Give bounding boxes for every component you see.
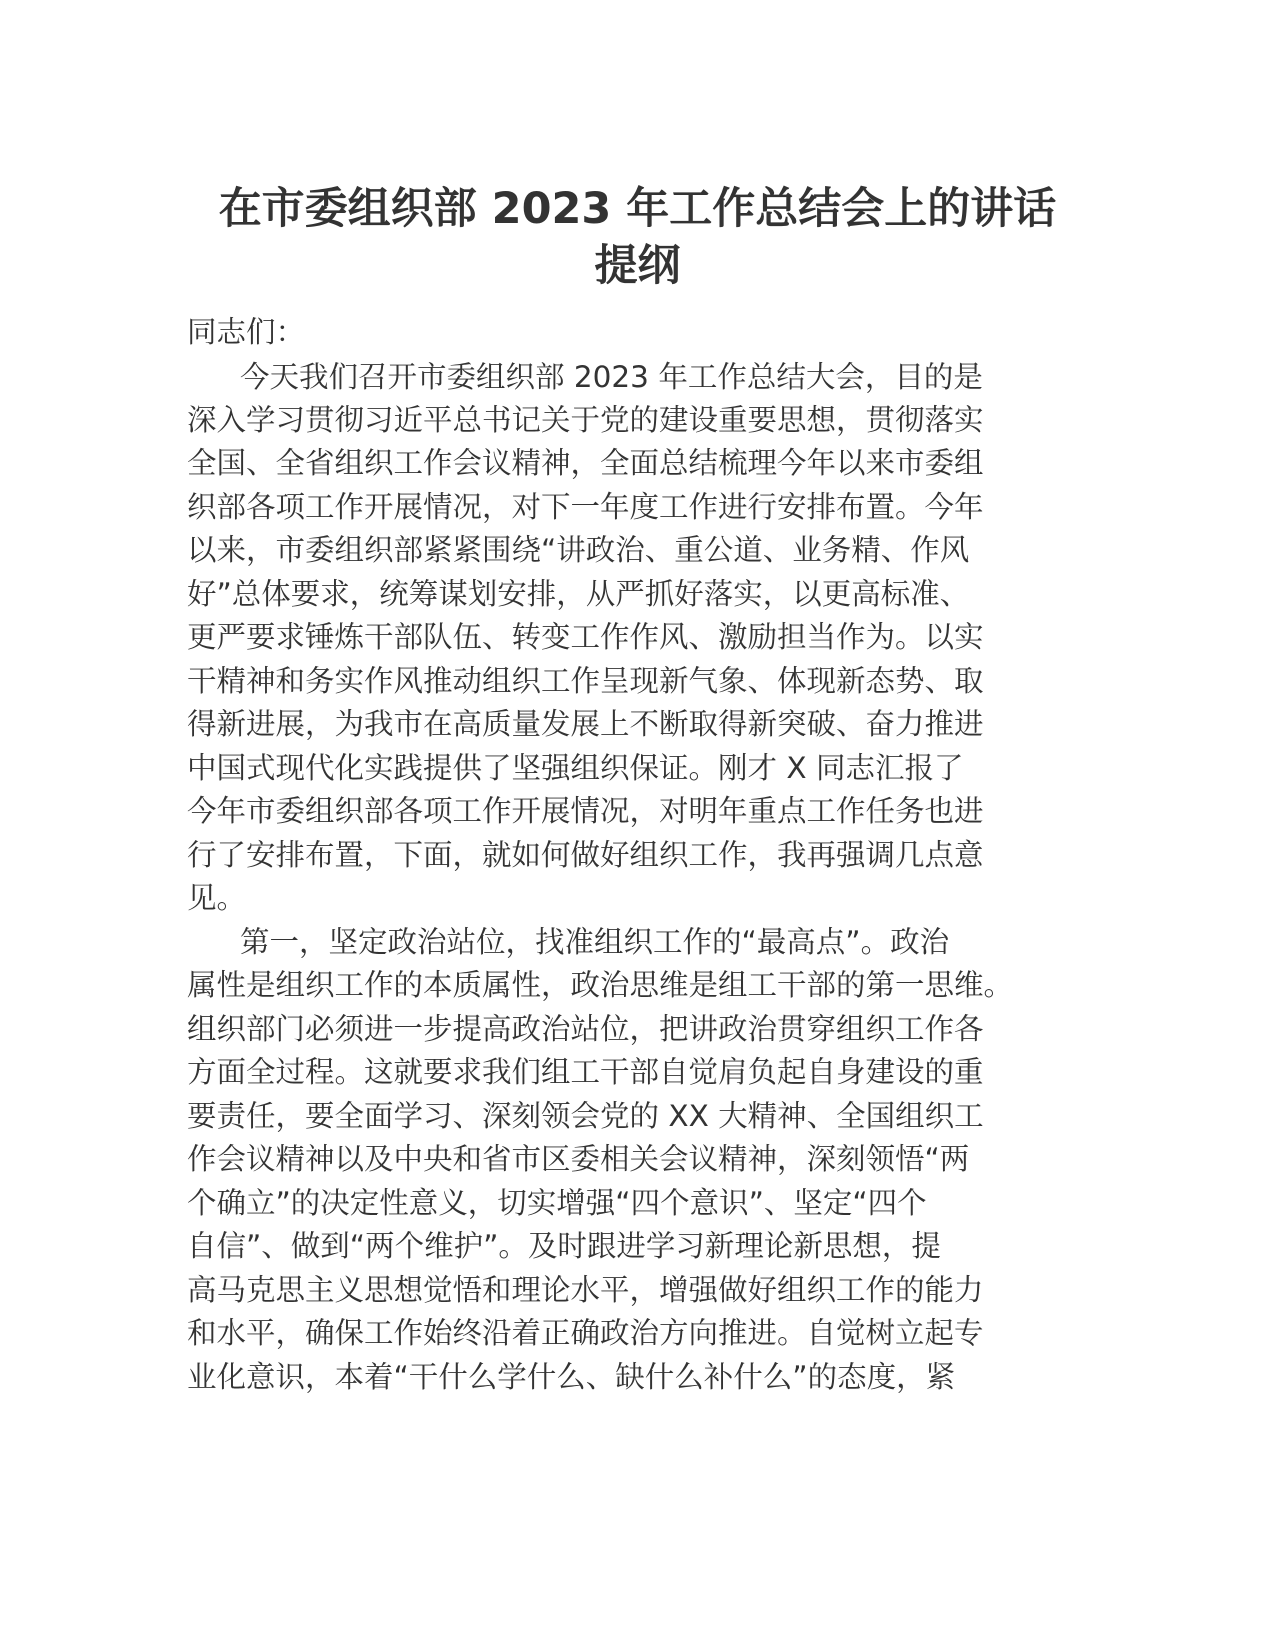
body-line: 干精神和务实作风推动组织工作呈现新气象、体现新态势、取 bbox=[187, 664, 984, 698]
body-line: 方面全过程。这就要求我们组工干部自觉肩负起自身建设的重 bbox=[187, 1055, 984, 1089]
body-line: 作会议精神以及中央和省市区委相关会议精神，深刻领悟“两 bbox=[187, 1142, 970, 1176]
body-line: 更严要求锤炼干部队伍、转变工作作风、激励担当作为。以实 bbox=[187, 620, 984, 654]
body-line: 属性是组织工作的本质属性，政治思维是组工干部的第一思维。 bbox=[187, 968, 1014, 1002]
body-line: 要责任，要全面学习、深刻领会党的 XX 大精神、全国组织工 bbox=[187, 1099, 984, 1133]
body-line: 中国式现代化实践提供了坚强组织保证。刚才 X 同志汇报了 bbox=[187, 751, 964, 785]
body-line: 见。 bbox=[187, 881, 247, 915]
body-line: 组织部门必须进一步提高政治站位，把讲政治贯穿组织工作各 bbox=[187, 1012, 984, 1046]
body-line: 行了安排布置，下面，就如何做好组织工作，我再强调几点意 bbox=[187, 838, 984, 872]
body-line: 织部各项工作开展情况，对下一年度工作进行安排布置。今年 bbox=[187, 490, 984, 524]
body-line: 全国、全省组织工作会议精神，全面总结梳理今年以来市委组 bbox=[187, 446, 984, 480]
body-line: 得新进展，为我市在高质量发展上不断取得新突破、奋力推进 bbox=[187, 707, 984, 741]
body-line: 高马克思主义思想觉悟和理论水平，增强做好组织工作的能力 bbox=[187, 1273, 984, 1307]
body-line: 个确立”的决定性意义，切实增强“四个意识”、坚定“四个 bbox=[187, 1186, 927, 1220]
body-line: 第一，坚定政治站位，找准组织工作的“最高点”。政治 bbox=[240, 925, 950, 959]
body-line: 自信”、做到“两个维护”。及时跟进学习新理论新思想，提 bbox=[187, 1229, 941, 1263]
body-line: 好”总体要求，统筹谋划安排，从严抓好落实，以更高标准、 bbox=[187, 577, 970, 611]
body-line: 以来，市委组织部紧紧围绕“讲政治、重公道、业务精、作风 bbox=[187, 533, 970, 567]
salutation: 同志们： bbox=[187, 315, 306, 349]
body-line: 和水平，确保工作始终沿着正确政治方向推进。自觉树立起专 bbox=[187, 1316, 984, 1350]
body-line: 深入学习贯彻习近平总书记关于党的建设重要思想，贯彻落实 bbox=[187, 403, 984, 437]
document-title-line-2: 提纲 bbox=[594, 241, 681, 291]
body-line: 今年市委组织部各项工作开展情况，对明年重点工作任务也进 bbox=[187, 794, 984, 828]
body-line: 业化意识，本着“干什么学什么、缺什么补什么”的态度，紧 bbox=[187, 1360, 956, 1394]
document-title-line-1: 在市委组织部 2023 年工作总结会上的讲话 bbox=[218, 184, 1057, 234]
body-line: 今天我们召开市委组织部 2023 年工作总结大会，目的是 bbox=[240, 360, 983, 394]
